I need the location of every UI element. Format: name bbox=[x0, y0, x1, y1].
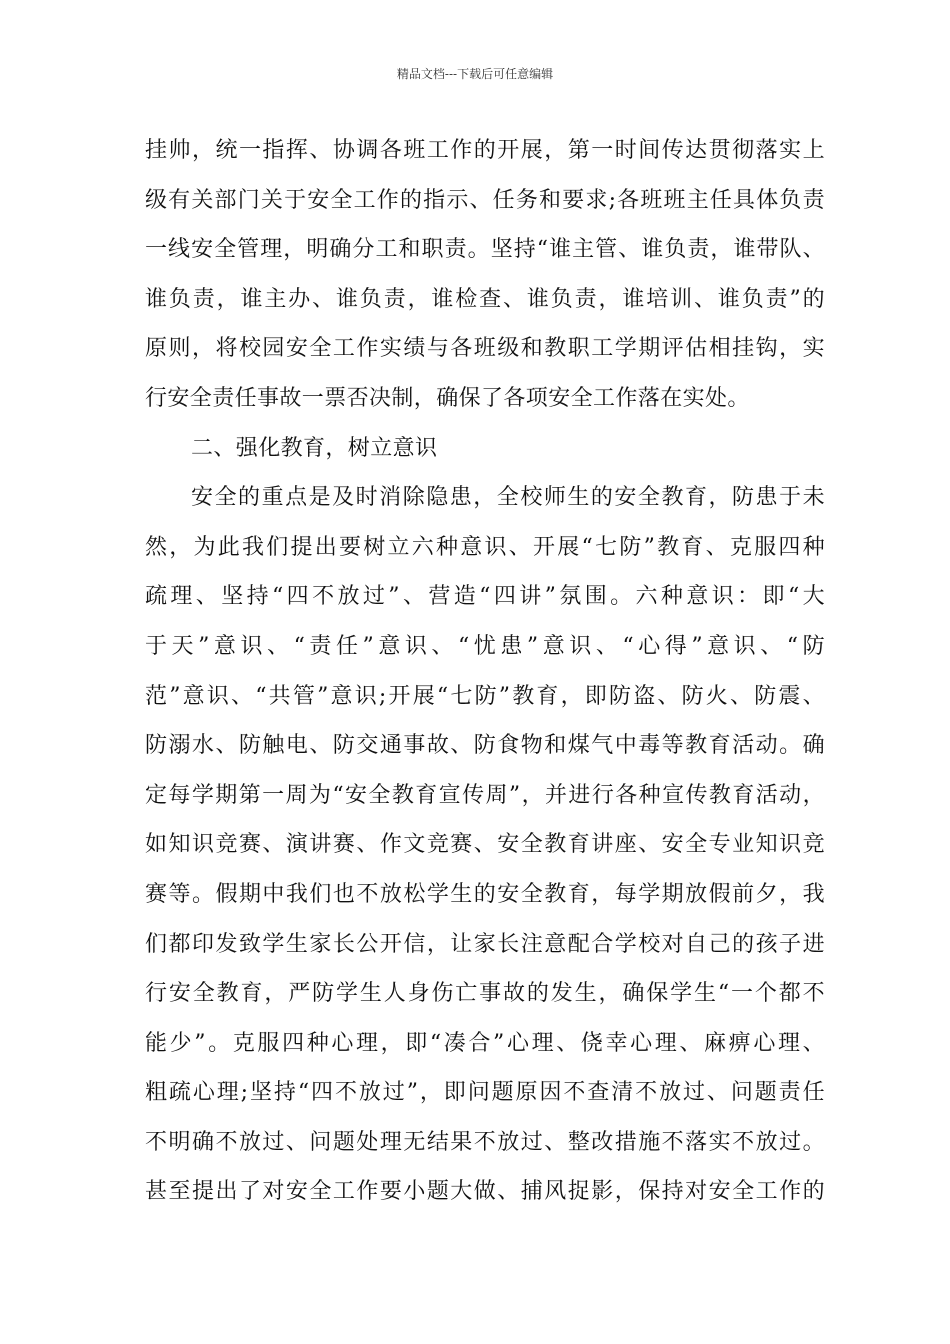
text-line: 谁负责，谁主办、谁负责，谁检查、谁负责，谁培训、谁负责”的 bbox=[145, 286, 825, 312]
text-line: 范”意识、“共管”意识;开展“七防”教育，即防盗、防火、防震、 bbox=[145, 683, 825, 709]
text-line: 粗疏心理;坚持“四不放过”，即问题原因不查清不放过、问题责任 bbox=[145, 1080, 825, 1106]
text-line: 挂帅，统一指挥、协调各班工作的开展，第一时间传达贯彻落实上 bbox=[145, 138, 825, 163]
text-line: 甚至提出了对安全工作要小题大做、捕风捉影，保持对安全工作的 bbox=[145, 1179, 825, 1205]
text-line: 原则，将校园安全工作实绩与各班级和教职工学期评估相挂钩，实 bbox=[145, 336, 825, 362]
text-line: 们都印发致学生家长公开信，让家长注意配合学校对自己的孩子进 bbox=[145, 931, 825, 957]
text-line: 定每学期第一周为“安全教育宣传周”，并进行各种宣传教育活动， bbox=[145, 782, 825, 808]
text-line: 防溺水、防触电、防交通事故、防食物和煤气中毒等教育活动。确 bbox=[145, 733, 825, 759]
text-line: 赛等。假期中我们也不放松学生的安全教育，每学期放假前夕，我 bbox=[145, 881, 825, 907]
text-line: 安全的重点是及时消除隐患，全校师生的安全教育，防患于未 bbox=[191, 485, 825, 511]
text-line: 一线安全管理，明确分工和职责。坚持“谁主管、谁负责，谁带队、 bbox=[145, 237, 825, 263]
section-heading: 二、强化教育，树立意识 bbox=[191, 435, 438, 461]
text-line: 行安全责任事故一票否决制，确保了各项安全工作落在实处。 bbox=[145, 385, 750, 411]
text-line: 级有关部门关于安全工作的指示、任务和要求;各班班主任具体负责 bbox=[145, 187, 825, 213]
page-header: 精品文档---下载后可任意编辑 bbox=[396, 67, 554, 81]
text-line: 于天”意识、“责任”意识、“忧患”意识、“心得”意识、“防 bbox=[145, 633, 825, 659]
text-line: 疏理、坚持“四不放过”、营造“四讲”氛围。六种意识：即“大 bbox=[145, 584, 825, 610]
text-line: 行安全教育，严防学生人身伤亡事故的发生，确保学生“一个都不 bbox=[145, 981, 825, 1007]
text-line: 然，为此我们提出要树立六种意识、开展“七防”教育、克服四种 bbox=[145, 534, 825, 560]
text-line: 能少”。克服四种心理，即“凑合”心理、侥幸心理、麻痹心理、 bbox=[145, 1030, 825, 1056]
document-body bbox=[145, 126, 825, 1217]
text-line: 不明确不放过、问题处理无结果不放过、整改措施不落实不放过。 bbox=[145, 1129, 825, 1155]
text-line: 如知识竞赛、演讲赛、作文竞赛、安全教育讲座、安全专业知识竞 bbox=[145, 832, 825, 858]
